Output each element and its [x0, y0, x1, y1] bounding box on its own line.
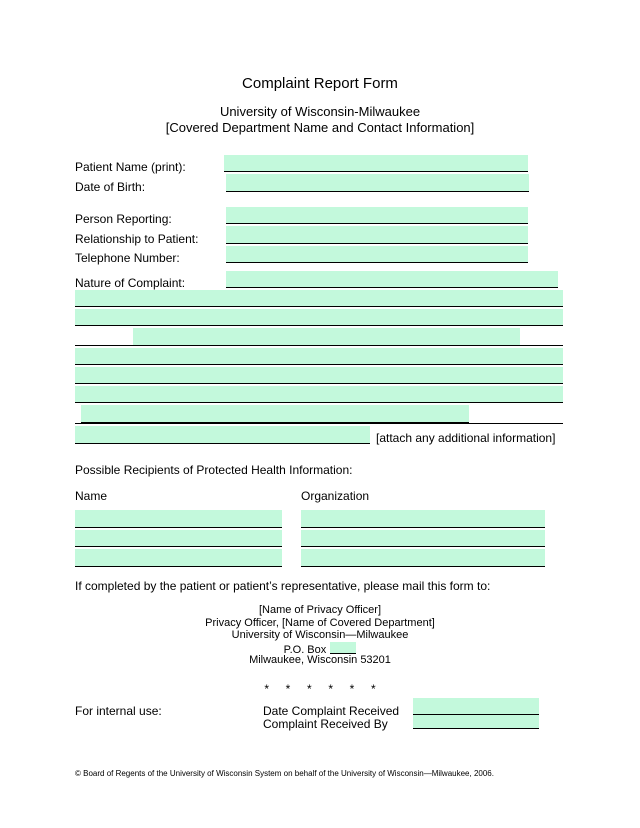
recipient-name-field-1[interactable]: [75, 510, 282, 528]
privacy-officer-name: [Name of Privacy Officer]: [258, 604, 382, 616]
complaint-field-8[interactable]: [81, 405, 469, 423]
complaint-field-4[interactable]: [133, 328, 520, 346]
mailing-city: Milwaukee, Wisconsin 53201: [249, 654, 391, 667]
po-box-field[interactable]: [330, 642, 356, 654]
recipients-heading: Possible Recipients of Protected Health Information:: [75, 463, 353, 477]
internal-use-label: For internal use:: [75, 704, 162, 718]
complaint-field-5[interactable]: [75, 348, 563, 365]
recipient-name-field-3[interactable]: [75, 549, 282, 567]
person-reporting-field[interactable]: [226, 207, 528, 224]
complaint-field-2[interactable]: [75, 290, 563, 307]
patient-name-label: Patient Name (print):: [75, 160, 186, 174]
recipient-organization-column-header: Organization: [301, 489, 370, 503]
relationship-field[interactable]: [226, 226, 528, 244]
recipient-org-field-3[interactable]: [301, 549, 545, 567]
telephone-label: Telephone Number:: [75, 251, 180, 265]
date-of-birth-label: Date of Birth:: [75, 180, 146, 194]
person-reporting-label: Person Reporting:: [75, 212, 172, 226]
telephone-field[interactable]: [226, 246, 528, 263]
recipient-name-column-header: Name: [75, 489, 108, 503]
complaint-field-9[interactable]: [75, 426, 370, 444]
date-received-label: Date Complaint Received: [263, 704, 400, 718]
privacy-officer-department: Privacy Officer, [Name of Covered Department]: [205, 616, 435, 629]
complaint-field-3[interactable]: [75, 309, 563, 326]
recipient-org-field-2[interactable]: [301, 530, 545, 547]
received-by-label: Complaint Received By: [263, 717, 388, 731]
section-separator: * * * * * *: [264, 682, 376, 696]
date-of-birth-field[interactable]: [226, 174, 529, 192]
form-title: Complaint Report Form: [242, 75, 398, 92]
patient-name-field[interactable]: [224, 155, 528, 172]
complaint-field-6[interactable]: [75, 367, 563, 384]
complaint-field-7[interactable]: [75, 386, 563, 403]
relationship-label: Relationship to Patient:: [75, 232, 199, 246]
nature-of-complaint-label: Nature of Complaint:: [75, 276, 186, 290]
received-by-field[interactable]: [413, 715, 539, 729]
recipient-name-field-2[interactable]: [75, 530, 282, 547]
copyright-footer: © Board of Regents of the University of Wisconsin System on behalf of the University of Wisconsin—Milwaukee, 2006.: [75, 769, 494, 778]
institution-name: University of Wisconsin-Milwaukee: [219, 104, 421, 119]
complaint-field-1[interactable]: [226, 271, 558, 288]
mailing-university: University of Wisconsin—Milwaukee: [231, 629, 409, 642]
attach-note: [attach any additional information]: [376, 431, 556, 445]
complaint-line-8: [75, 423, 563, 424]
po-box-label: P.O. Box: [283, 643, 327, 656]
mailing-instruction: If completed by the patient or patient’s representative, please mail this form to:: [75, 579, 491, 593]
date-received-field[interactable]: [413, 698, 539, 715]
department-placeholder: [Covered Department Name and Contact Information]: [165, 120, 475, 135]
recipient-org-field-1[interactable]: [301, 510, 545, 528]
